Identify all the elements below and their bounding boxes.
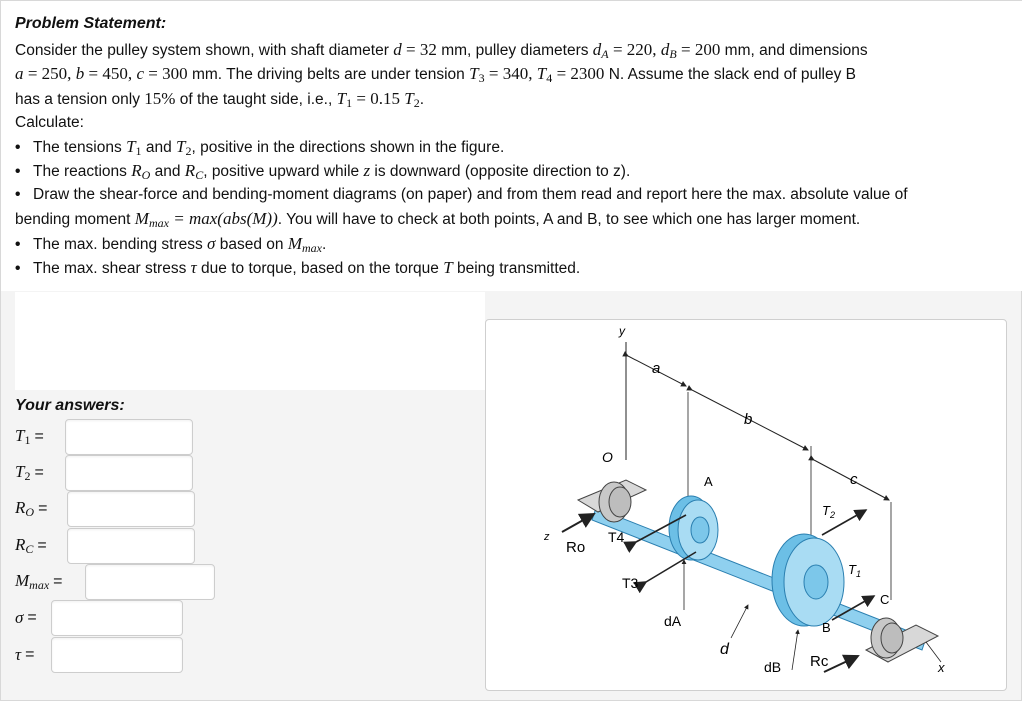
problem-statement-area (1, 1, 1023, 291)
label-point-b: B (822, 620, 831, 635)
label-t4: T4 (608, 529, 625, 545)
mmax-input[interactable] (85, 564, 215, 600)
answer-row-rc: $R_C$ = (15, 535, 47, 556)
label-d: d (720, 641, 729, 658)
label-y: y (619, 324, 625, 338)
answer-row-t2: $T_2$ = (15, 462, 44, 483)
rc-input[interactable] (67, 528, 195, 564)
label-o: O (602, 449, 613, 465)
problem-title: Problem Statement: (15, 15, 167, 32)
label-t1: $T_1$ (848, 562, 861, 579)
blank-panel (15, 292, 485, 390)
leader-d (731, 605, 748, 638)
label-ro: Ro (566, 539, 586, 556)
bullet-bending-stress: • The max. bending stress σ based on $M_{max}$. (15, 234, 327, 255)
label-b: b (744, 411, 753, 428)
force-rc (824, 656, 858, 672)
problem-line-3: has a tension only 15% of the taught side, i.e., $T_1 = 0.15$ $T_2$. (15, 89, 425, 110)
answers-title: Your answers: (15, 397, 125, 414)
sigma-input[interactable] (51, 600, 183, 636)
label-t2: $T_2$ (822, 503, 835, 520)
force-ro (562, 514, 594, 532)
bearing-c (866, 618, 938, 662)
answer-row-t1: $T_1$ = (15, 426, 44, 447)
calculate-label: Calculate: (15, 114, 84, 131)
label-c: c (850, 471, 858, 488)
t1-input[interactable] (65, 419, 193, 455)
answer-row-tau: τ = (15, 645, 35, 664)
pulley-figure (485, 319, 1007, 691)
ro-input[interactable] (67, 491, 195, 527)
pulley-a (669, 496, 718, 560)
leader-db (792, 630, 798, 670)
label-point-a: A (704, 474, 713, 489)
force-t3 (646, 552, 696, 582)
pulley-b (772, 534, 844, 626)
answer-row-mmax: $M_{max}$ = (15, 571, 63, 592)
label-rc: Rc (810, 653, 829, 670)
label-t3: T3 (622, 575, 639, 591)
label-a: a (652, 360, 661, 377)
pulley-diagram (486, 320, 1008, 692)
label-x: x (938, 660, 945, 675)
tau-input[interactable] (51, 637, 183, 673)
t2-input[interactable] (65, 455, 193, 491)
bullet-diagrams-cont: bending moment $M_{max} = \max(abs(M))$. You will have to check at both points, A and B, to see which one has larger moment. (15, 209, 861, 230)
label-da: dA (664, 613, 682, 629)
label-z: z (544, 531, 550, 543)
label-point-c: C (880, 592, 890, 607)
bullet-shear-stress: • The max. shear stress τ due to torque, based on the torque T being transmitted. (15, 258, 581, 277)
bullet-diagrams: • Draw the shear-force and bending-moment diagrams (on paper) and from them read and report here the max. absolute value of (15, 186, 908, 203)
x-axis (926, 642, 941, 662)
label-db: dB (764, 659, 782, 675)
bullet-tensions: • The tensions $T_1$ and $T_2$, positive in the directions shown in the figure. (15, 137, 505, 158)
problem-line-1: Consider the pulley system shown, with shaft diameter d = 32 mm, pulley diameters $d_A = 220$, $d_B = 200$ mm, and dimensions (15, 40, 868, 61)
problem-line-2: a = 250, b = 450, c = 300 mm. The driving belts are under tension $T_3 = 340$, $T_4 = 2300$ N. Assume the slack end of pulley B (15, 64, 856, 85)
bearing-o (578, 480, 646, 522)
bullet-reactions: • The reactions $R_O$ and $R_C$, positive upward while z is downward (opposite direction to z). (15, 161, 631, 182)
answer-row-sigma: σ = (15, 608, 37, 627)
answer-row-ro: $R_O$ = (15, 498, 48, 519)
